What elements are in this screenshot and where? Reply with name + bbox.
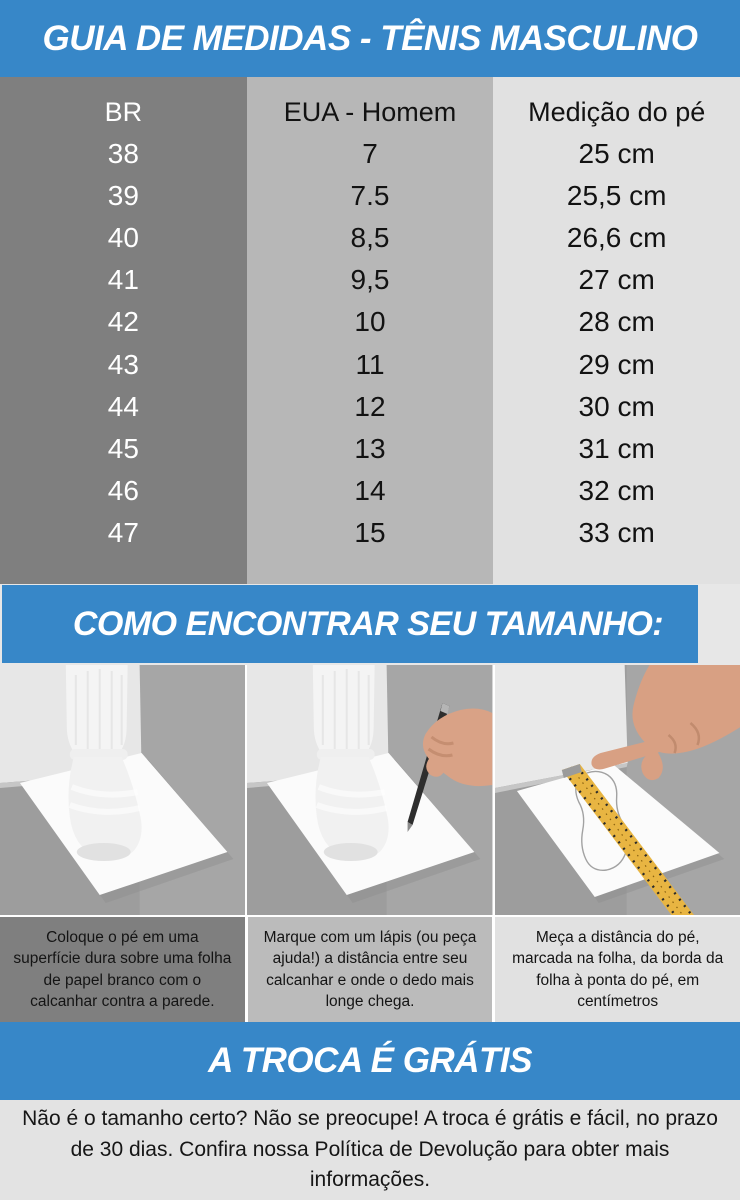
size-table-cell: 30 cm <box>578 390 655 422</box>
size-table-cell: 45 <box>107 432 139 464</box>
hand-measuring-foot-outline-with-tape-photo <box>495 665 740 915</box>
foot-in-sock-on-paper-against-wall-photo <box>0 665 245 915</box>
size-table-cell: 46 <box>107 474 139 506</box>
step3-illustration <box>495 665 740 915</box>
size-table-cell: 28 cm <box>578 306 655 338</box>
size-guide-title-banner <box>0 0 740 77</box>
size-table-cell: 40 <box>107 222 139 254</box>
size-table-cell: 43 <box>107 348 139 380</box>
size-table-cell: 8,5 <box>350 222 390 254</box>
size-table-cell: 31 cm <box>578 432 655 464</box>
how-to-title: COMO ENCONTRAR SEU TAMANHO: <box>72 604 664 643</box>
hand-marking-toe-with-pencil-photo <box>247 665 492 915</box>
size-table-cell: 39 <box>107 180 139 212</box>
size-table-cell: 41 <box>107 264 139 296</box>
free-exchange-title: A TROCA É GRÁTIS <box>208 1041 532 1080</box>
size-table-header-medicao: Medição do pé <box>528 96 706 127</box>
how-to-banner-section <box>0 584 740 665</box>
size-table-cell: 14 <box>354 474 386 506</box>
size-table-header-eua: EUA - Homem <box>283 96 457 127</box>
step3-caption: Meça a distância do pé, marcada na folha, da borda da folha à ponta do pé, em centímetros <box>495 917 740 1022</box>
size-table-column-medicao <box>493 77 740 584</box>
step2-illustration <box>247 665 492 915</box>
size-table-cell: 33 cm <box>578 516 655 548</box>
page-title: GUIA DE MEDIDAS - TÊNIS MASCULINO <box>42 18 698 58</box>
size-table-cell: 29 cm <box>578 348 655 380</box>
step1-illustration <box>0 665 245 915</box>
size-table-cell: 27 cm <box>578 264 655 296</box>
how-to-step-photos <box>0 665 740 915</box>
size-table-cell: 9,5 <box>350 264 390 296</box>
size-table-cell: 47 <box>107 516 139 548</box>
size-table <box>0 77 740 584</box>
size-table-cell: 42 <box>107 306 139 338</box>
size-table-cell: 25,5 cm <box>566 180 667 212</box>
exchange-policy-footer <box>0 1100 740 1200</box>
size-table-cell: 26,6 cm <box>566 222 667 254</box>
size-table-cell: 12 <box>354 390 386 422</box>
step1-caption: Coloque o pé em uma superfície dura sobre uma folha de papel branco com o calcanhar contra a parede. <box>0 917 245 1022</box>
how-to-banner <box>2 585 698 663</box>
size-table-cell: 32 cm <box>578 474 655 506</box>
size-table-column-br <box>0 77 247 584</box>
size-table-cell: 7.5 <box>350 180 390 212</box>
size-table-cell: 7 <box>362 138 378 170</box>
size-table-column-eua <box>247 77 494 584</box>
size-table-cell: 38 <box>107 138 139 170</box>
exchange-policy-text: Não é o tamanho certo? Não se preocupe! A troca é grátis e fácil, no prazo de 30 dias. Confira nossa Política de Devolução para obter mais informações. <box>22 1107 718 1192</box>
size-table-cell: 13 <box>354 432 386 464</box>
free-exchange-banner <box>0 1022 740 1100</box>
size-table-cell: 25 cm <box>578 138 655 170</box>
how-to-step-captions <box>0 917 740 1022</box>
size-table-cell: 44 <box>107 390 139 422</box>
size-table-cell: 15 <box>354 516 386 548</box>
step2-caption: Marque com um lápis (ou peça ajuda!) a distância entre seu calcanhar e onde o dedo mais longe chega. <box>248 917 493 1022</box>
size-table-cell: 10 <box>354 306 386 338</box>
size-table-header-br: BR <box>104 96 143 127</box>
size-table-cell: 11 <box>355 348 385 380</box>
